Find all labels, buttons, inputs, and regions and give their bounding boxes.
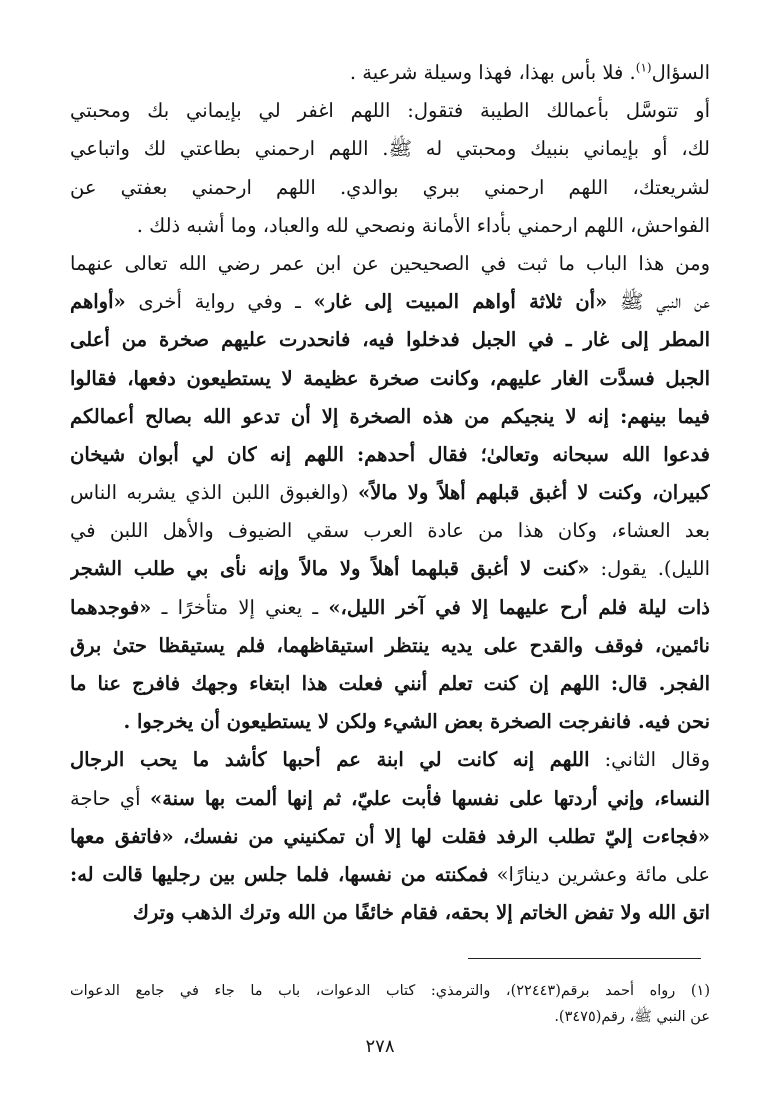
text-segment	[488, 863, 496, 886]
text-line	[70, 321, 710, 359]
hadith-text: «فجاءت إليّ تطلب الرفد فقلت لها إلا أن تمكنيني من نفسك،	[183, 824, 710, 848]
hadith-text: فمكنته من نفسها، فلما جلس بين رجليها قالت له:	[70, 862, 489, 886]
hadith-text: نحن فيه. فانفرجت الصخرة بعض الشيء ولكن لا يستطيعون أن يخرجوا .	[123, 710, 710, 734]
text-line	[70, 512, 710, 550]
text-segment: عن النبي ﷺ	[607, 290, 710, 314]
page-body	[70, 54, 710, 932]
paragraph	[70, 92, 710, 245]
text-segment: ـ وفي رواية أخرى	[125, 290, 314, 314]
text-segment: الليل). يقول:	[589, 557, 710, 581]
text-segment: (والغبوق اللبن الذي يشربه الناس	[70, 481, 359, 505]
text-segment: بعد العشاء، وكان هذا من عادة العرب سقي الضيوف والأهل اللبن في	[70, 519, 710, 543]
footnote-line: (١) رواه أحمد برقم(٢٢٤٤٣)، والترمذي: كتاب الدعوات، باب ما جاء في جامع الدعوات	[70, 983, 710, 999]
text-segment: الفواحش، اللهم ارحمني بأداء الأمانة ونصحي لله والعباد، وما أشبه ذلك .	[136, 213, 710, 237]
text-line	[70, 665, 710, 703]
text-line	[70, 818, 710, 856]
hadith-text: الفجر. قال: اللهم إن كنت تعلم أنني فعلت هذا ابتغاء وجهك فافرج عنا ما	[70, 672, 710, 695]
text-line	[70, 894, 710, 932]
text-line	[70, 856, 710, 894]
paragraph	[70, 741, 710, 932]
text-line	[70, 245, 710, 283]
text-segment	[174, 825, 183, 848]
hadith-text: «أن ثلاثة أواهم المبيت إلى غار»	[313, 290, 608, 314]
text-segment: ومن هذا الباب ما ثبت في الصحيحين عن ابن عمر رضي الله تعالى عنهما	[70, 251, 710, 275]
page-number: ٢٧٨	[365, 1036, 395, 1057]
text-segment: لشريعتك، اللهم ارحمني ببري بوالدي. اللهم ارحمني بعفتي عن	[70, 175, 710, 199]
text-segment: أو تتوسَّل بأعمالك الطيبة فتقول: اللهم اغفر لي بإيماني بك ومحبتي	[70, 99, 710, 123]
text-segment: . فلا بأس بهذا، فهذا وسيلة شرعية .	[349, 61, 636, 84]
text-segment: أي حاجة	[70, 786, 150, 810]
text-segment: ـ يعني إلا متأخرًا ـ	[151, 595, 329, 619]
text-line	[70, 780, 710, 818]
text-line	[70, 283, 710, 321]
hadith-text: الجبل فسدَّت الغار عليهم، وكانت صخرة عظيمة لا يستطيعون دفعها، فقالوا	[70, 366, 710, 390]
hadith-text: اللهم إنه كانت لي ابنة عم أحبها كأشد ما يحب الرجال	[70, 748, 590, 772]
footnote-divider	[468, 958, 701, 959]
text-segment: لك، أو بإيماني بنبيك ومحبتي له ﷺ. اللهم ارحمني بطاعتي لك واتباعي	[70, 137, 710, 161]
text-segment: وقال الثاني:	[589, 748, 710, 772]
text-line	[70, 550, 710, 588]
text-line	[70, 92, 710, 130]
hadith-text: ذات ليلة فلم أرح عليهما إلا في آخر الليل،»	[328, 595, 710, 619]
paragraph	[70, 245, 710, 741]
text-line	[70, 169, 710, 207]
text-line	[70, 627, 710, 665]
text-line	[70, 474, 710, 512]
hadith-text: كبيران، وكنت لا أغبق قبلهم أهلاً ولا مالاً»	[358, 481, 710, 505]
text-line	[70, 589, 710, 627]
text-line	[70, 398, 710, 436]
hadith-text: المطر إلى غار ـ في الجبل فدخلوا فيه، فانحدرت عليهم صخرة من أعلى	[70, 328, 710, 352]
text-line	[70, 741, 710, 779]
text-line	[70, 360, 710, 398]
hadith-text: نائمين، فوقف والقدح على يديه ينتظر استيقاظهما، فلم يستيقظا حتىٰ برق	[70, 633, 710, 657]
hadith-text: فيما بينهم: إنه لا ينجيكم من هذه الصخرة إلا أن تدعو الله بصالح أعمالكم	[70, 404, 710, 428]
text-line	[70, 703, 710, 741]
footnote-line: عن النبي ﷺ، رقم(٣٤٧٥).	[554, 1009, 710, 1025]
hadith-text: النساء، وإني أردتها على نفسها فأبت عليّ، ثم إنها ألمت بها سنة»	[150, 786, 710, 810]
hadith-text: «فوجدهما	[70, 595, 152, 619]
text-segment: السؤال	[651, 61, 710, 84]
text-segment: على مائة وعشرين دينارًا»	[496, 862, 710, 886]
paragraph	[70, 54, 710, 92]
footnote-reference: (١)	[635, 60, 652, 75]
hadith-text: اتق الله ولا تفض الخاتم إلا بحقه، فقام خائفًا من الله وترك الذهب وترك	[132, 901, 710, 925]
text-line	[70, 436, 710, 474]
text-line	[70, 54, 710, 92]
text-line	[70, 130, 710, 168]
hadith-text: «فاتفق معها	[70, 824, 174, 848]
hadith-text: فدعوا الله سبحانه وتعالىٰ؛ فقال أحدهم: اللهم إنه كان لي أبوان شيخان	[70, 442, 710, 466]
text-line	[70, 207, 710, 245]
footnote	[70, 978, 710, 1030]
hadith-text: «كنت لا أغبق قبلهما أهلاً ولا مالاً وإنه نأى بي طلب الشجر	[70, 557, 590, 581]
hadith-text: «أواهم	[70, 290, 126, 314]
